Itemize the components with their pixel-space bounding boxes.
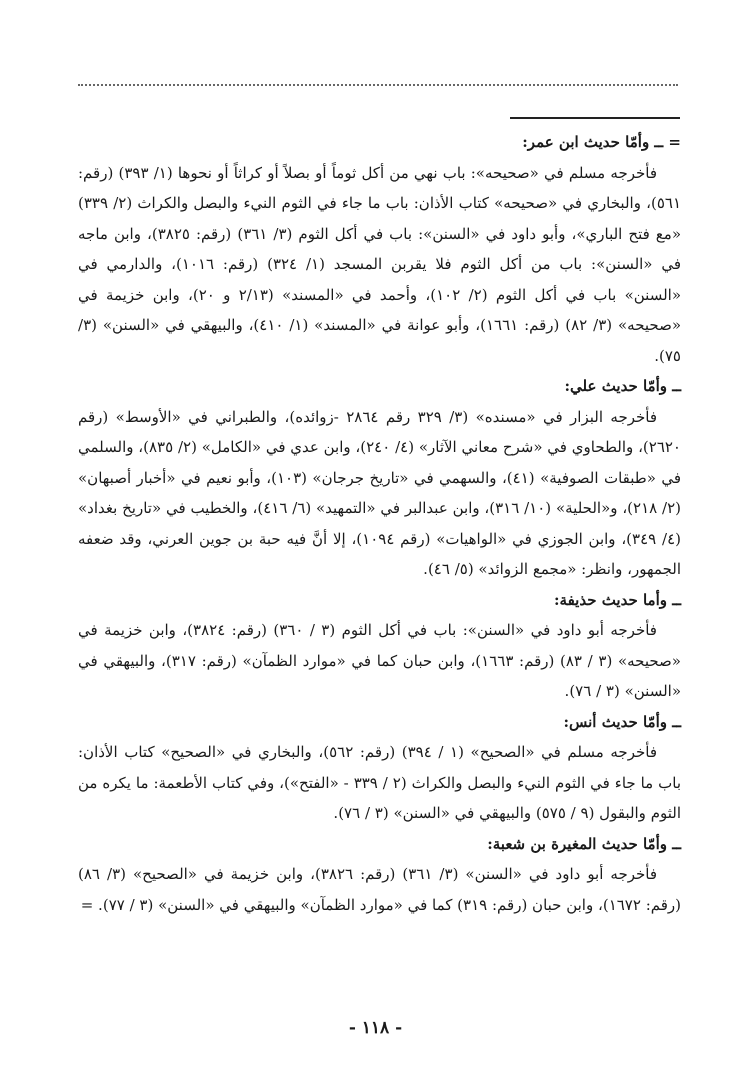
page-number: - ١١٨ - <box>348 1018 403 1038</box>
dotted-separator <box>78 84 678 86</box>
footnote-rule <box>510 117 680 119</box>
paragraph-ali: فأخرجه البزار في «مسنده» (٣/ ٣٢٩ رقم ٢٨٦٤ -زوائده)، والطبراني في «الأوسط» (رقم ٢٦٢٠)، والطحاوي في «شرح معاني الآثار» (٤/ ٢٤٠)، وابن عدي في «الكامل» (٢/ ٨٣٥)، والسلمي في «طبقات الصوفية» (٤١)، والسهمي في «تاريخ جرجان» (١٠٣)، وأبو نعيم في «أخبار أصبهان» (٢/ ٢١٨)، و«الحلية» (١٠/ ٣١٦)، وابن عبدالبر في «التمهيد» (٦/ ٤١٦)، والخطيب في «تاريخ بغداد» (٤/ ٣٤٩)، وابن الجوزي في «الواهيات» (رقم ١٠٩٤)، إلا أنَّ فيه حبة بن جوين العرني، وقد ضعفه الجمهور، وانظر: «مجمع الزوائد» (٥/ ٤٦). <box>78 407 681 578</box>
paragraph-ibn-umar: فأخرجه مسلم في «صحيحه»: باب نهي من أكل ثوماً أو بصلاً أو كراثاً أو نحوها (١/ ٣٩٣) (رقم: ٥٦١)، والبخاري في «صحيحه» كتاب الأذان: باب ما جاء في الثوم النيء والبصل والكراث (٢/ ٣٣٩) «مع فتح الباري»، وأبو داود في «السنن»: باب في أكل الثوم (٣/ ٣٦١) (رقم: ٣٨٢٥)، وابن ماجه في «السنن»: باب من أكل الثوم فلا يقربن المسجد (١/ ٣٢٤) (رقم: ١٠١٦)، والدارمي في «السنن» باب في أكل الثوم (٢/ ١٠٢)، وأحمد في «المسند» (٢/١٣ و ٢٠)، وابن خزيمة في «صحيحه» (٣/ ٨٢) (رقم: ١٦٦١)، وأبو عوانة في «المسند» (١/ ٤١٠)، والبيهقي في «السنن» (٣/ ٧٥). <box>78 163 681 365</box>
heading-mughira: ــ وأمّا حديث المغيرة بن شعبة: <box>487 834 681 853</box>
continuation-heading: = ــ وأمّا حديث ابن عمر: <box>522 133 681 151</box>
footnote-body <box>78 127 681 920</box>
heading-hudhayfa: ــ وأما حديث حذيفة: <box>553 590 681 609</box>
paragraph-hudhayfa: فأخرجه أبو داود في «السنن»: باب في أكل الثوم (٣ / ٣٦٠) (رقم: ٣٨٢٤)، وابن خزيمة في «صحيحه» (٣ / ٨٣) (رقم: ١٦٦٣)، وابن حبان كما في «موارد الظمآن» (رقم: ٣١٧)، والبيهقي في «السنن» (٣ / ٧٦). <box>78 621 681 700</box>
heading-ali: ــ وأمّا حديث علي: <box>564 377 681 395</box>
heading-anas: ــ وأمّا حديث أنس: <box>563 712 681 731</box>
paragraph-mughira: فأخرجه أبو داود في «السنن» (٣/ ٣٦١) (رقم: ٣٨٢٦)، وابن خزيمة في «الصحيح» (٣/ ٨٦) (رقم: ١٦٧٢)، وابن حبان (رقم: ٣١٩) كما في «موارد الظمآن» والبيهقي في «السنن» (٣ / ٧٧). = <box>78 865 681 914</box>
paragraph-anas: فأخرجه مسلم في «الصحيح» (١ / ٣٩٤) (رقم: ٥٦٢)، والبخاري في «الصحيح» كتاب الأذان: باب ما جاء في الثوم النيء والبصل والكراث (٢ / ٣٣٩ - «الفتح»)، وفي كتاب الأطعمة: ما يكره من الثوم والبقول (٩ / ٥٧٥) والبيهقي في «السنن» (٣ / ٧٦). <box>78 743 681 822</box>
